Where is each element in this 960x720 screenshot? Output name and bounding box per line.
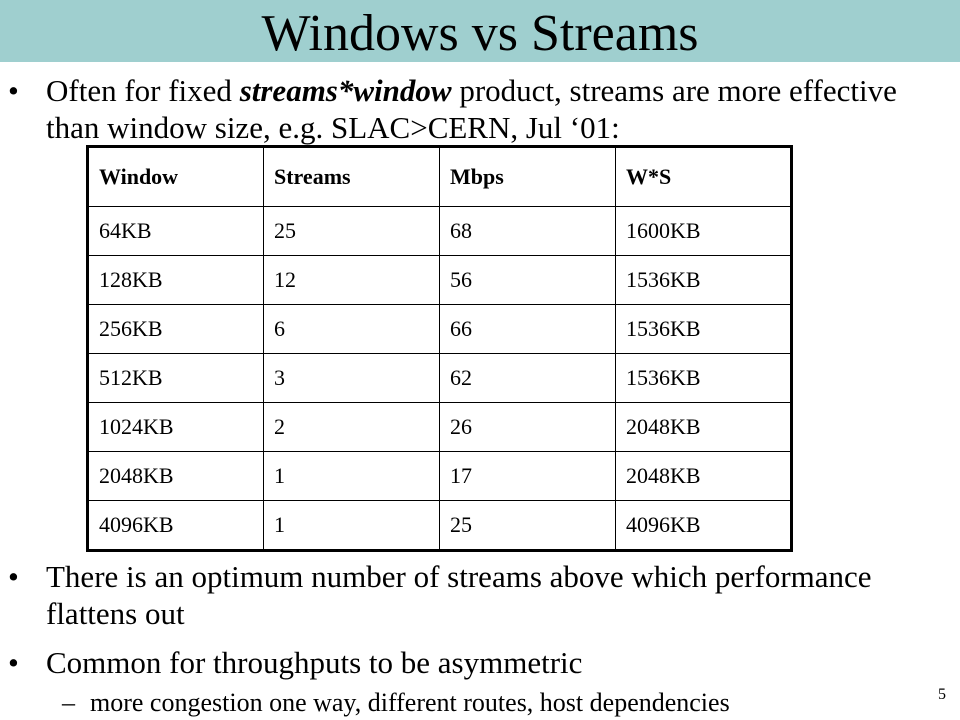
table-row: [88, 501, 792, 551]
bullet-1-part-3: product, streams are more effective than window size, e.g. SLAC>CERN, Jul ‘01:: [46, 73, 897, 145]
header-window: Window: [88, 147, 264, 207]
cell-mbps: 66: [440, 305, 616, 354]
cell-mbps: 17: [440, 452, 616, 501]
cell-ws: 2048KB: [616, 452, 792, 501]
cell-streams: 1: [264, 501, 440, 551]
cell-mbps: 56: [440, 256, 616, 305]
results-table: [86, 145, 793, 552]
cell-ws: 1536KB: [616, 354, 792, 403]
slide-title: Windows vs Streams: [261, 5, 699, 62]
header-ws: W*S: [616, 147, 792, 207]
cell-streams: 25: [264, 207, 440, 256]
page-number: 5: [938, 686, 946, 703]
cell-window: 512KB: [88, 354, 264, 403]
table-row: [88, 354, 792, 403]
bullet-dot: •: [8, 73, 19, 108]
cell-mbps: 25: [440, 501, 616, 551]
bullet-dot: •: [8, 559, 19, 594]
table-row: [88, 403, 792, 452]
cell-window: 256KB: [88, 305, 264, 354]
cell-window: 128KB: [88, 256, 264, 305]
bullet-1-emphasis: streams*window: [239, 73, 452, 108]
cell-window: 1024KB: [88, 403, 264, 452]
cell-streams: 3: [264, 354, 440, 403]
table-row: [88, 256, 792, 305]
header-streams: Streams: [264, 147, 440, 207]
cell-ws: 1536KB: [616, 305, 792, 354]
cell-streams: 2: [264, 403, 440, 452]
bullet-1-text: [46, 72, 946, 146]
cell-window: 4096KB: [88, 501, 264, 551]
cell-streams: 1: [264, 452, 440, 501]
cell-streams: 6: [264, 305, 440, 354]
cell-ws: 2048KB: [616, 403, 792, 452]
table-header-row: [88, 147, 792, 207]
table-row: [88, 452, 792, 501]
sub-bullet-text: more congestion one way, different routes, host dependencies: [90, 688, 730, 717]
table-row: [88, 207, 792, 256]
header-mbps: Mbps: [440, 147, 616, 207]
bullet-1-part-1: Often for fixed: [46, 73, 240, 108]
cell-mbps: 62: [440, 354, 616, 403]
cell-mbps: 68: [440, 207, 616, 256]
bullet-3-text: Common for throughputs to be asymmetric: [46, 645, 583, 680]
cell-ws: 1600KB: [616, 207, 792, 256]
cell-ws: 1536KB: [616, 256, 792, 305]
cell-mbps: 26: [440, 403, 616, 452]
table-row: [88, 305, 792, 354]
cell-window: 2048KB: [88, 452, 264, 501]
bullet-2-text: There is an optimum number of streams above which performance flattens out: [46, 559, 872, 631]
cell-ws: 4096KB: [616, 501, 792, 551]
cell-streams: 12: [264, 256, 440, 305]
sub-bullet-dash: –: [62, 688, 75, 717]
bullet-dot: •: [8, 645, 19, 680]
cell-window: 64KB: [88, 207, 264, 256]
